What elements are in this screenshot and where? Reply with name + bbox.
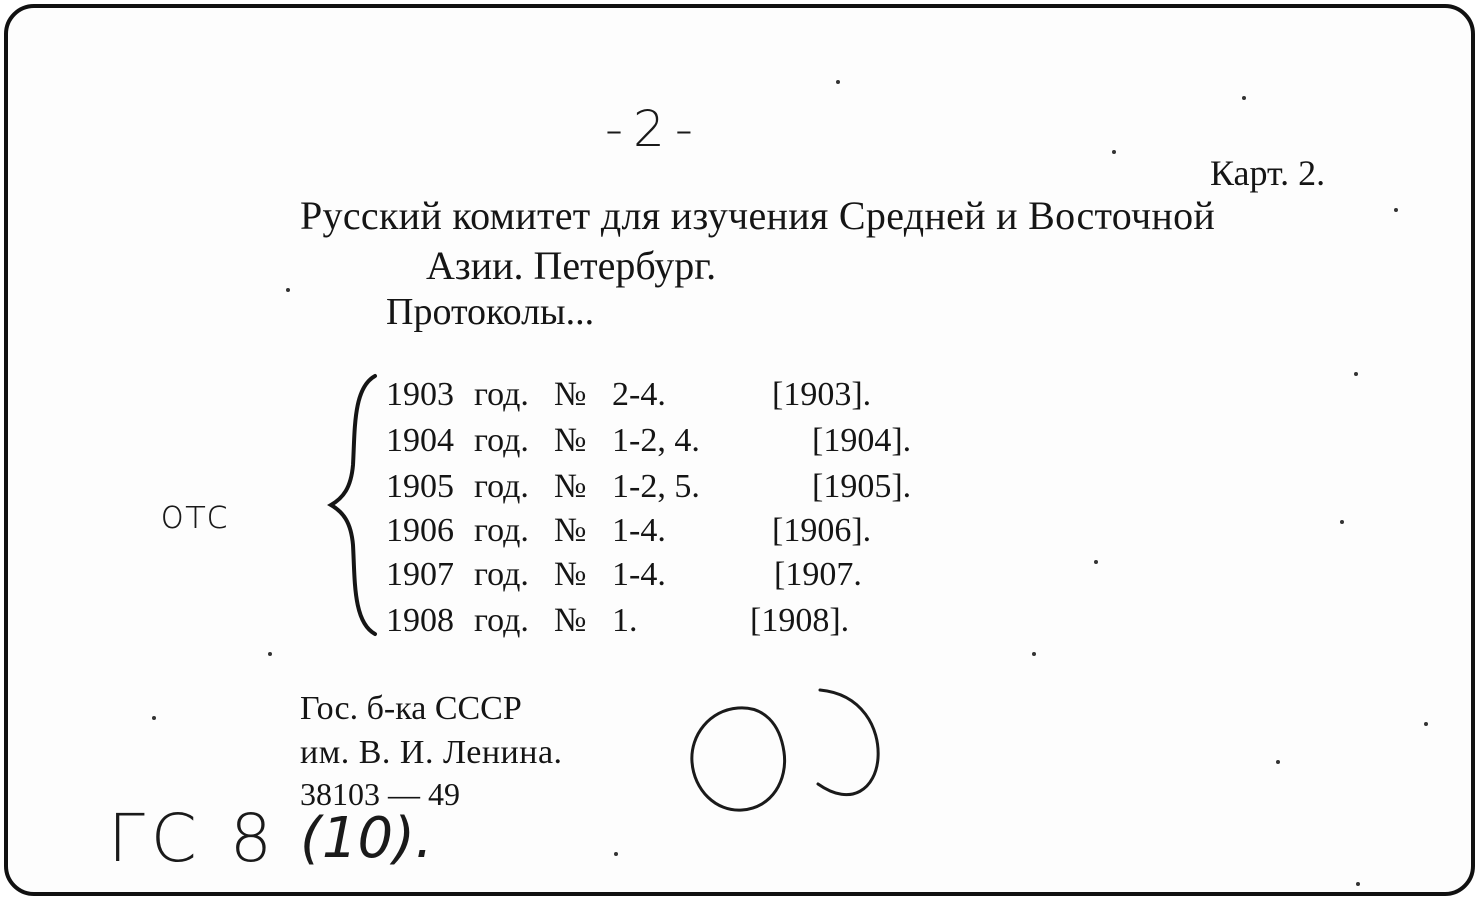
speck	[1112, 150, 1116, 154]
speck	[1276, 760, 1280, 764]
punch-hole-marks	[680, 680, 900, 830]
entry-issues: 1-2, 4.	[612, 422, 700, 459]
entry-year: 1905	[386, 468, 454, 505]
entry-year: 1904	[386, 422, 454, 459]
speck	[1394, 208, 1398, 212]
entry-issues: 2-4.	[612, 376, 666, 413]
entry-abbr: год.	[474, 468, 529, 505]
entry-issues: 1-4.	[612, 556, 666, 593]
holdings-entry	[386, 422, 946, 468]
entry-number-sign: №	[554, 512, 587, 549]
entry-number-sign: №	[554, 556, 587, 593]
entry-bracket: [1908].	[750, 602, 850, 639]
entry-issues: 1.	[612, 602, 638, 639]
entry-year: 1903	[386, 376, 454, 413]
entry-bracket: [1907.	[774, 556, 862, 593]
speck	[1424, 722, 1428, 726]
speck	[1242, 96, 1246, 100]
speck	[1356, 882, 1360, 886]
speck	[286, 288, 290, 292]
entry-issues: 1-2, 5.	[612, 468, 700, 505]
title-line-2: Азии. Петербург.	[426, 243, 717, 288]
entry-abbr: год.	[474, 376, 529, 413]
speck	[1094, 560, 1098, 564]
title-line-3: Протоколы...	[386, 291, 595, 333]
entry-abbr: год.	[474, 556, 529, 593]
entry-number-sign: №	[554, 422, 587, 459]
title-line-1: Русский комитет для изучения Средней и Восточной	[300, 193, 1216, 238]
speck	[1354, 372, 1358, 376]
speck	[152, 716, 156, 720]
holdings-entry	[386, 468, 946, 514]
entry-number-sign: №	[554, 376, 587, 413]
holdings-entry	[386, 376, 946, 422]
library-stamp-line-3: 38103 — 49	[300, 776, 460, 812]
holdings-entry	[386, 512, 946, 558]
entry-bracket: [1906].	[772, 512, 872, 549]
entries-brace	[325, 370, 395, 640]
card-number: Карт. 2.	[1210, 153, 1326, 193]
library-stamp-line-2: им. В. И. Ленина.	[300, 734, 563, 771]
entry-bracket: [1904].	[812, 422, 912, 459]
entry-number-sign: №	[554, 602, 587, 639]
holdings-note-handwritten: отс	[160, 492, 229, 538]
entry-number-sign: №	[554, 468, 587, 505]
library-stamp-line-1: Гос. б-ка СССР	[300, 690, 522, 727]
shelfmark-subnumber: (10).	[300, 806, 433, 871]
entry-year: 1906	[386, 512, 454, 549]
page-number: -2-	[605, 100, 703, 158]
entry-abbr: год.	[474, 512, 529, 549]
entry-abbr: год.	[474, 602, 529, 639]
speck	[1032, 652, 1036, 656]
entry-issues: 1-4.	[612, 512, 666, 549]
entry-abbr: год.	[474, 422, 529, 459]
entry-bracket: [1905].	[812, 468, 912, 505]
entry-year: 1908	[386, 602, 454, 639]
holdings-entry	[386, 602, 946, 648]
entry-year: 1907	[386, 556, 454, 593]
speck	[268, 652, 272, 656]
speck	[614, 852, 618, 856]
shelfmark-handwritten: ГС 8	[108, 800, 278, 877]
entry-bracket: [1903].	[772, 376, 872, 413]
speck	[836, 80, 840, 84]
speck	[1340, 520, 1344, 524]
holdings-entry	[386, 556, 946, 602]
